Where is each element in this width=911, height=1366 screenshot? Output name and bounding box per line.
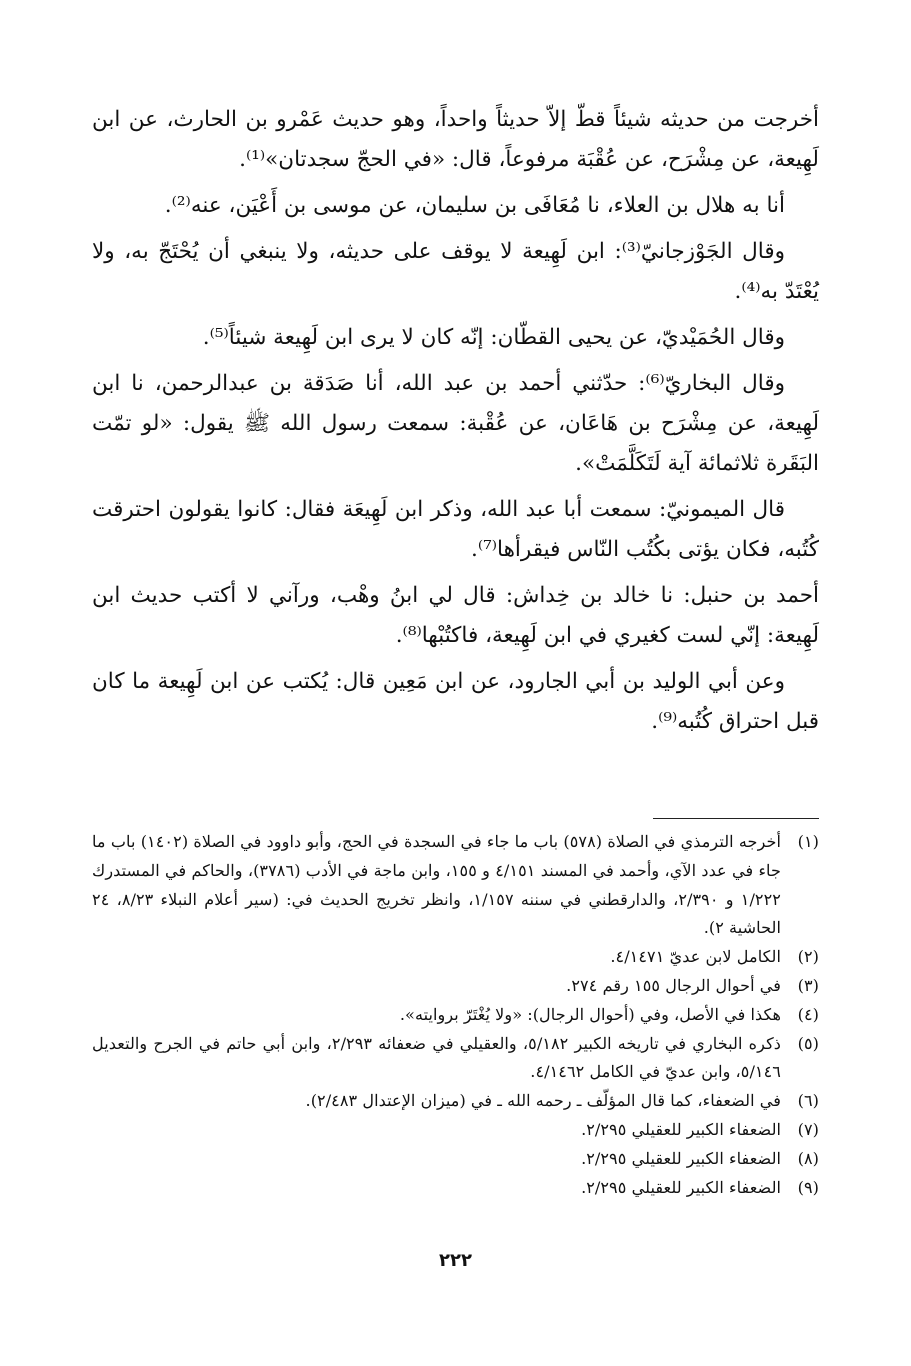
footnote-text: هكذا في الأصل، وفي (أحوال الرجال): «ولا يُغْتَرّ بروايته». (399, 1004, 781, 1024)
paragraph: أخرجت من حديثه شيئاً قطّ إلاّ حديثاً واحداً، وهو حديث عَمْرو بن الحارث، عن ابن لَهِيعة، عن مِشْرَح، عن عُقْبَة مرفوعاً، قال: «في الحجّ سجدتان»⁽¹⁾. (92, 107, 819, 172)
footnote-number: (٨) (797, 1148, 819, 1168)
paragraph: وقال البخاريّ⁽⁶⁾: حدّثني أحمد بن عبد الله، أنا صَدَقة بن عبدالرحمن، نا ابن لَهِيعة، عن مِشْرَح بن هَاعَان، عن عُقْبة: سمعت رسول الله ﷺ يقول: «لو تمّت البَقَرة ثلاثمائة آية لَتَكَلَّمَتْ». (92, 371, 819, 476)
footnote (92, 1087, 819, 1116)
paragraph: قال الميمونيّ: سمعت أبا عبد الله، وذكر ابن لَهِيعَة فقال: كانوا يقولون احترقت كُتُبه، فكان يؤتى بكُتُب النّاس فيقرأها⁽⁷⁾. (92, 497, 819, 562)
footnote-number: (٧) (797, 1119, 819, 1139)
page-number: ٢٢٢ (439, 1250, 472, 1271)
footnote (92, 972, 819, 1001)
footnote-text: الضعفاء الكبير للعقيلي ٢/٢٩٥. (581, 1177, 781, 1197)
footnote-text: أخرجه الترمذي في الصلاة (٥٧٨) باب ما جاء في السجدة في الحج، وأبو داوود في الصلاة (١٤٠٢) باب ما جاء في عدد الآي، وأحمد في المسند ٤/١٥١ و ١٥٥، وابن ماجة في الأدب (٣٧٨٦)، والحاكم في المستدرك ١/٢٢٢ و ٢/٣٩٠، والدارقطني في سننه ١/١٥٧، وانظر تخريج الحديث في: (سير أعلام النبلاء ٨/٢٣، ٢٤ الحاشية ٢). (92, 832, 782, 938)
main-text (92, 100, 819, 748)
footnote-text: في أحوال الرجال ١٥٥ رقم ٢٧٤. (566, 975, 781, 995)
footnote (92, 1174, 819, 1203)
footnote-text: الضعفاء الكبير للعقيلي ٢/٢٩٥. (581, 1148, 781, 1168)
footnote-number: (٦) (797, 1091, 819, 1111)
paragraph: أنا به هلال بن العلاء، نا مُعَافَى بن سليمان، عن موسى بن أَعْيَن، عنه⁽²⁾. (164, 193, 785, 218)
footnote-separator (653, 818, 819, 819)
paragraph: وقال الجَوْزجانيّ⁽³⁾: ابن لَهِيعة لا يوقف على حديثه، ولا ينبغي أن يُحْتَجّ به، ولا يُعْتَدّ به⁽⁴⁾. (92, 239, 819, 304)
footnote-number: (٩) (797, 1177, 819, 1197)
footnote-number: (٢) (797, 947, 819, 967)
footnotes (92, 828, 819, 1202)
footnote-text: الضعفاء الكبير للعقيلي ٢/٢٩٥. (581, 1119, 781, 1139)
paragraph: وعن أبي الوليد بن أبي الجارود، عن ابن مَعِين قال: يُكتب عن ابن لَهِيعة ما كان قبل احتراق كُتُبه⁽⁹⁾. (92, 669, 819, 734)
footnote (92, 828, 819, 943)
footnote-number: (٥) (797, 1033, 819, 1053)
footnote (92, 1116, 819, 1145)
paragraph: وقال الحُمَيْديّ، عن يحيى القطّان: إنّه كان لا يرى ابن لَهِيعة شيئاً⁽⁵⁾. (202, 325, 785, 350)
footnote-text: الكامل لابن عديّ ٤/١٤٧١. (610, 947, 781, 967)
footnote (92, 1030, 819, 1088)
footnote (92, 943, 819, 972)
footnote-number: (٤) (797, 1004, 819, 1024)
footnote (92, 1001, 819, 1030)
footnote-number: (١) (797, 832, 819, 851)
footnote (92, 1145, 819, 1174)
footnote-text: في الضعفاء، كما قال المؤلّف ـ رحمه الله ـ في (ميزان الإعتدال ٢/٤٨٣). (305, 1091, 781, 1111)
paragraph: أحمد بن حنبل: نا خالد بن خِداش: قال لي ابنُ وهْب، ورآني لا أكتب حديث ابن لَهِيعة: إنّي لست كغيري في ابن لَهِيعة، فاكتُبْها⁽⁸⁾. (92, 583, 819, 648)
footnote-number: (٣) (797, 975, 819, 995)
footnote-text: ذكره البخاري في تاريخه الكبير ٥/١٨٢، والعقيلي في ضعفائه ٢/٢٩٣، وابن أبي حاتم في الجرح والتعديل ٥/١٤٦، وابن عديّ في الكامل ٤/١٤٦٢. (92, 1033, 781, 1082)
